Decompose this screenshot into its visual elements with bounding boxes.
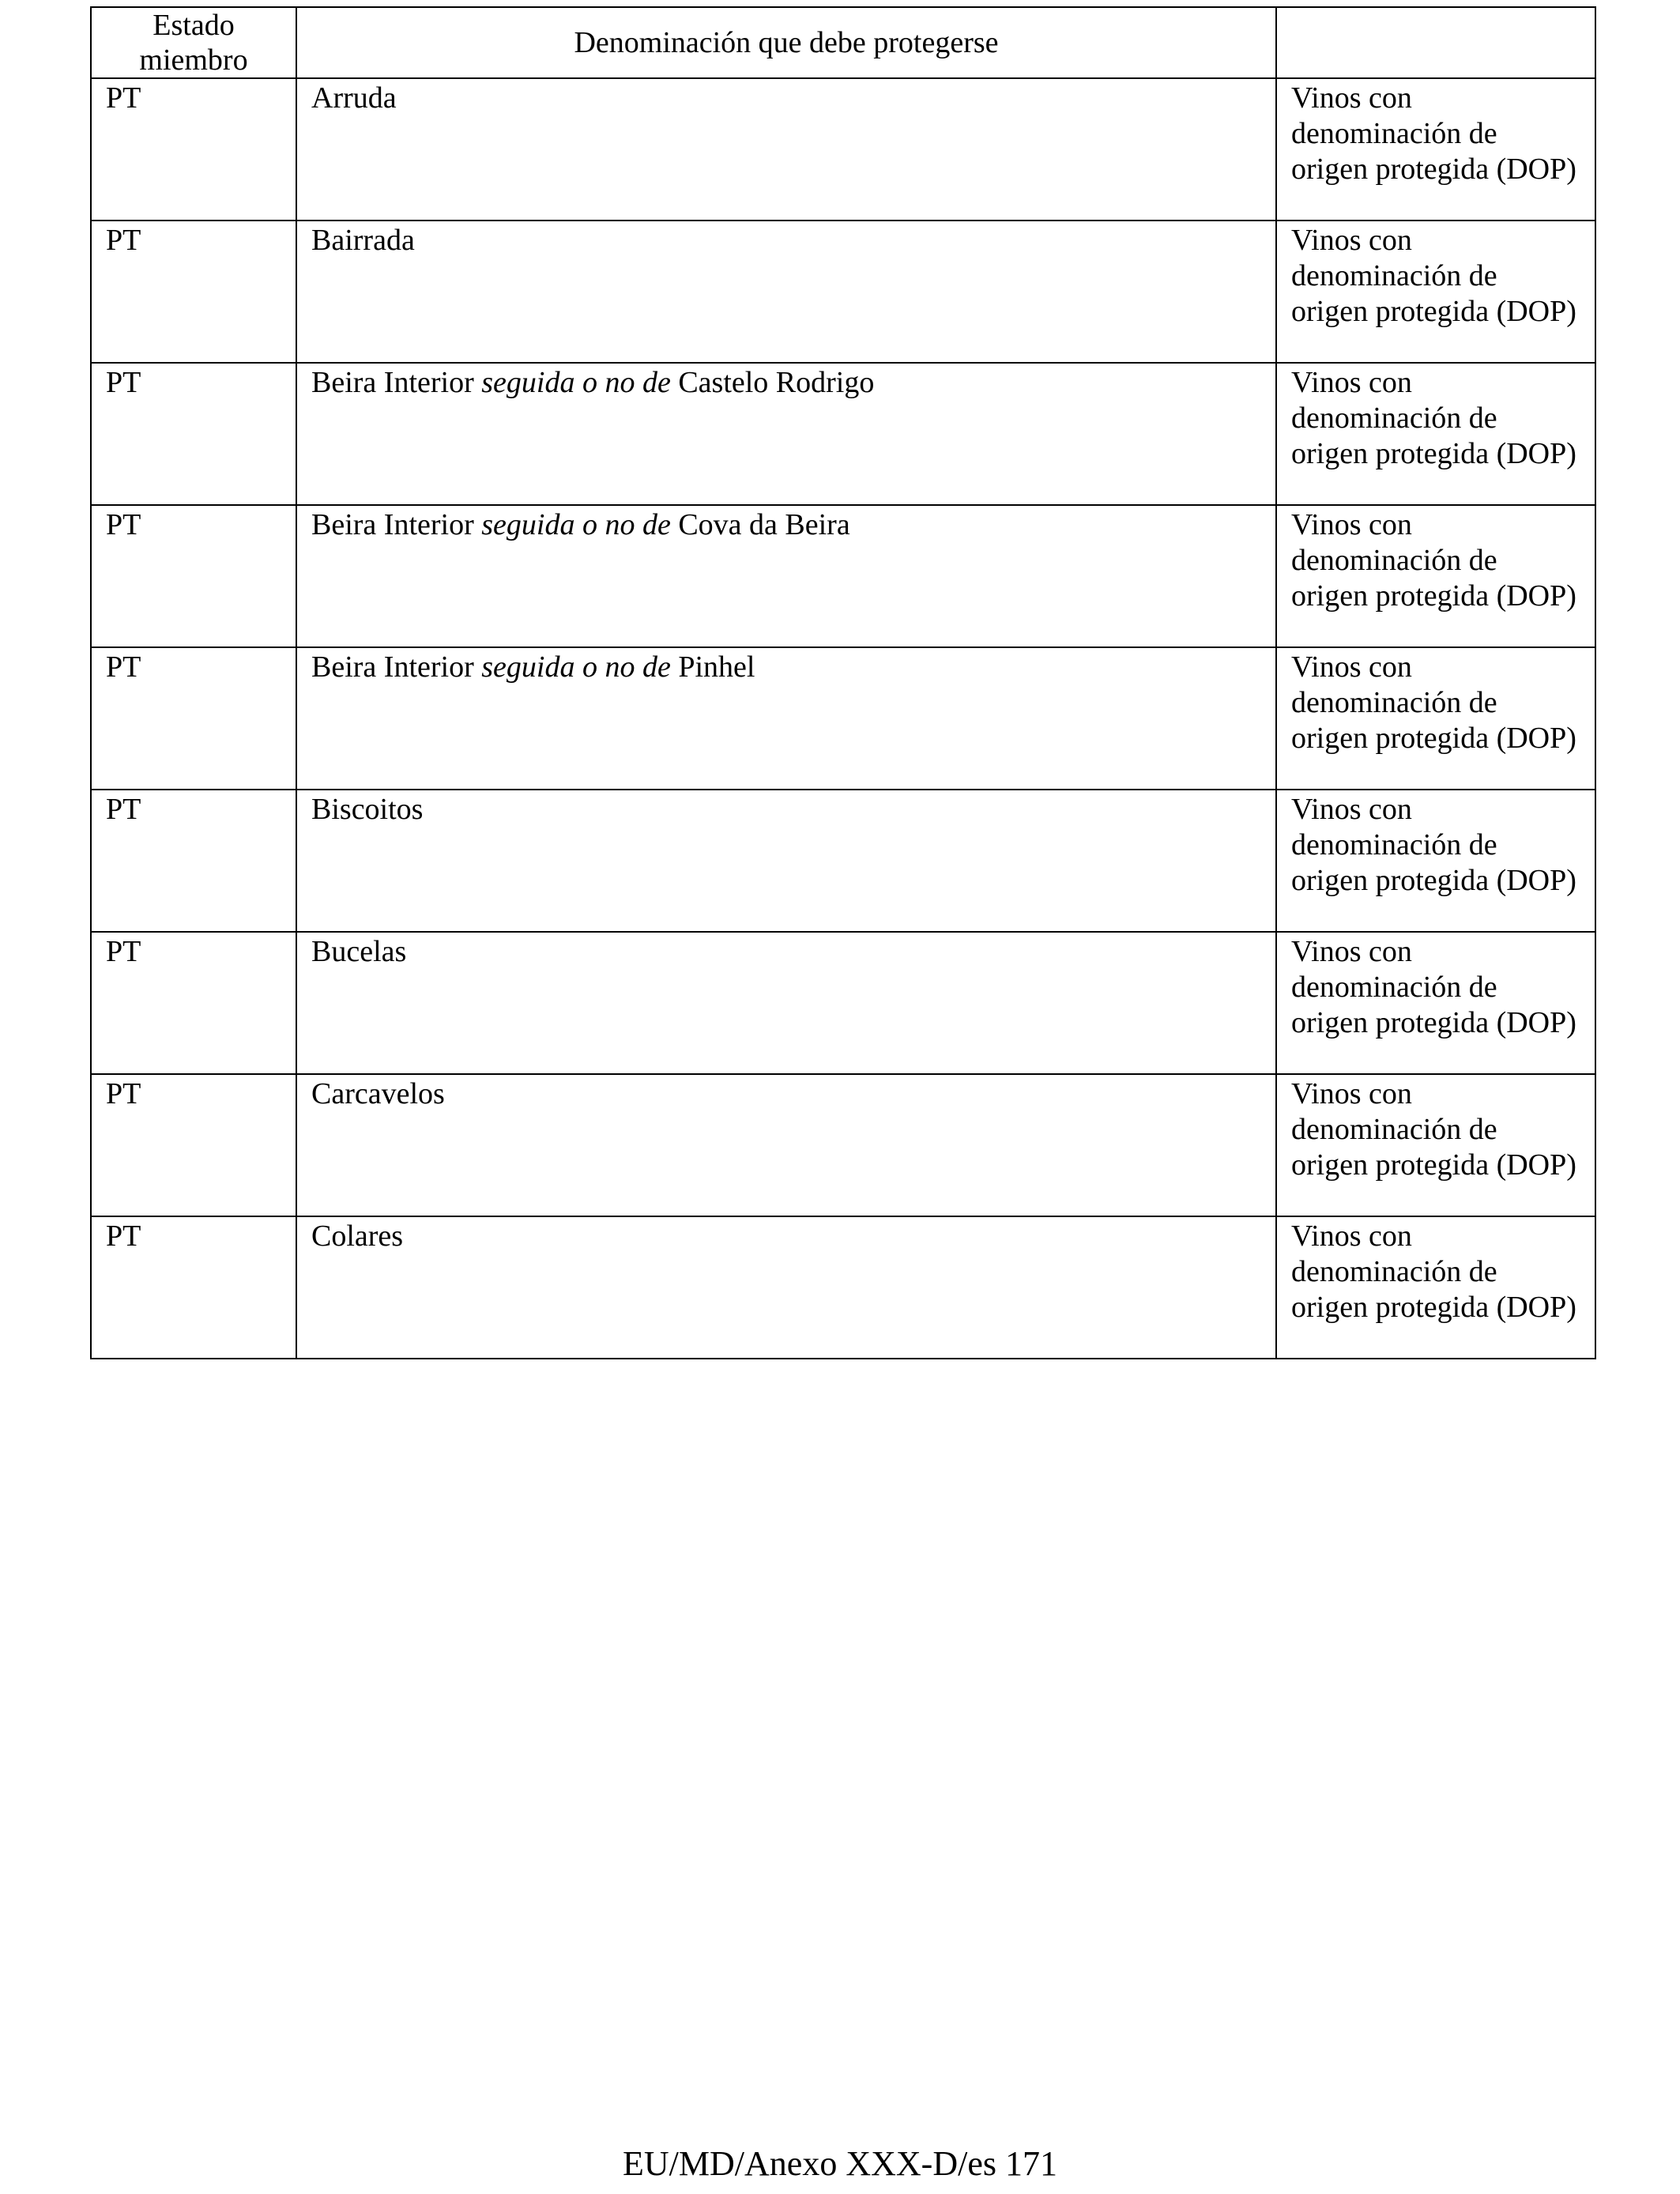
table-row <box>91 78 1595 221</box>
table-row <box>91 363 1595 505</box>
protected-name-cell <box>296 78 1276 221</box>
sub-denomination: Pinhel <box>678 650 755 684</box>
protected-name-cell <box>296 505 1276 647</box>
protected-name: Beira Interior <box>311 650 474 684</box>
protected-name: Bucelas <box>311 935 407 968</box>
table-row <box>91 790 1595 932</box>
category-cell: Vinos con denominación de origen protegida (DOP) <box>1276 790 1595 932</box>
category-cell: Vinos con denominación de origen protegida (DOP) <box>1276 647 1595 790</box>
protected-names-table <box>90 6 1596 1359</box>
table-row <box>91 221 1595 363</box>
protected-name-cell <box>296 1216 1276 1359</box>
name-qualifier: seguida o no de <box>481 650 671 684</box>
page-footer: EU/MD/Anexo XXX-D/es 171 <box>623 2144 1057 2183</box>
member-state-cell: PT <box>91 78 296 221</box>
sub-denomination: Cova da Beira <box>678 508 850 541</box>
member-state-cell: PT <box>91 1074 296 1216</box>
category-cell: Vinos con denominación de origen protegida (DOP) <box>1276 78 1595 221</box>
protected-name-cell <box>296 1074 1276 1216</box>
protected-name-cell <box>296 932 1276 1074</box>
table-header-row <box>91 7 1595 78</box>
table-row <box>91 1074 1595 1216</box>
protected-name-cell <box>296 790 1276 932</box>
table-row <box>91 647 1595 790</box>
header-member-state: Estado miembro <box>91 7 296 78</box>
category-cell: Vinos con denominación de origen protegida (DOP) <box>1276 932 1595 1074</box>
sub-denomination: Castelo Rodrigo <box>678 366 875 399</box>
table-body <box>91 78 1595 1359</box>
member-state-cell: PT <box>91 647 296 790</box>
header-category <box>1276 7 1595 78</box>
member-state-cell: PT <box>91 1216 296 1359</box>
member-state-cell: PT <box>91 932 296 1074</box>
name-qualifier: seguida o no de <box>481 508 671 541</box>
protected-name-cell <box>296 221 1276 363</box>
protected-name-cell <box>296 647 1276 790</box>
protected-name: Beira Interior <box>311 508 474 541</box>
name-qualifier: seguida o no de <box>481 366 671 399</box>
protected-name-cell <box>296 363 1276 505</box>
member-state-cell: PT <box>91 790 296 932</box>
table-row <box>91 932 1595 1074</box>
category-cell: Vinos con denominación de origen protegida (DOP) <box>1276 363 1595 505</box>
protected-name: Arruda <box>311 81 397 115</box>
category-cell: Vinos con denominación de origen protegida (DOP) <box>1276 1074 1595 1216</box>
protected-name: Colares <box>311 1220 404 1253</box>
member-state-cell: PT <box>91 221 296 363</box>
category-cell: Vinos con denominación de origen protegida (DOP) <box>1276 505 1595 647</box>
protected-name: Beira Interior <box>311 366 474 399</box>
protected-name: Bairrada <box>311 224 415 257</box>
table-row <box>91 1216 1595 1359</box>
table-row <box>91 505 1595 647</box>
protected-name: Carcavelos <box>311 1077 445 1110</box>
category-cell: Vinos con denominación de origen protegida (DOP) <box>1276 1216 1595 1359</box>
member-state-cell: PT <box>91 363 296 505</box>
header-protected-name: Denominación que debe protegerse <box>296 7 1276 78</box>
protected-name: Biscoitos <box>311 793 424 826</box>
member-state-cell: PT <box>91 505 296 647</box>
category-cell: Vinos con denominación de origen protegida (DOP) <box>1276 221 1595 363</box>
